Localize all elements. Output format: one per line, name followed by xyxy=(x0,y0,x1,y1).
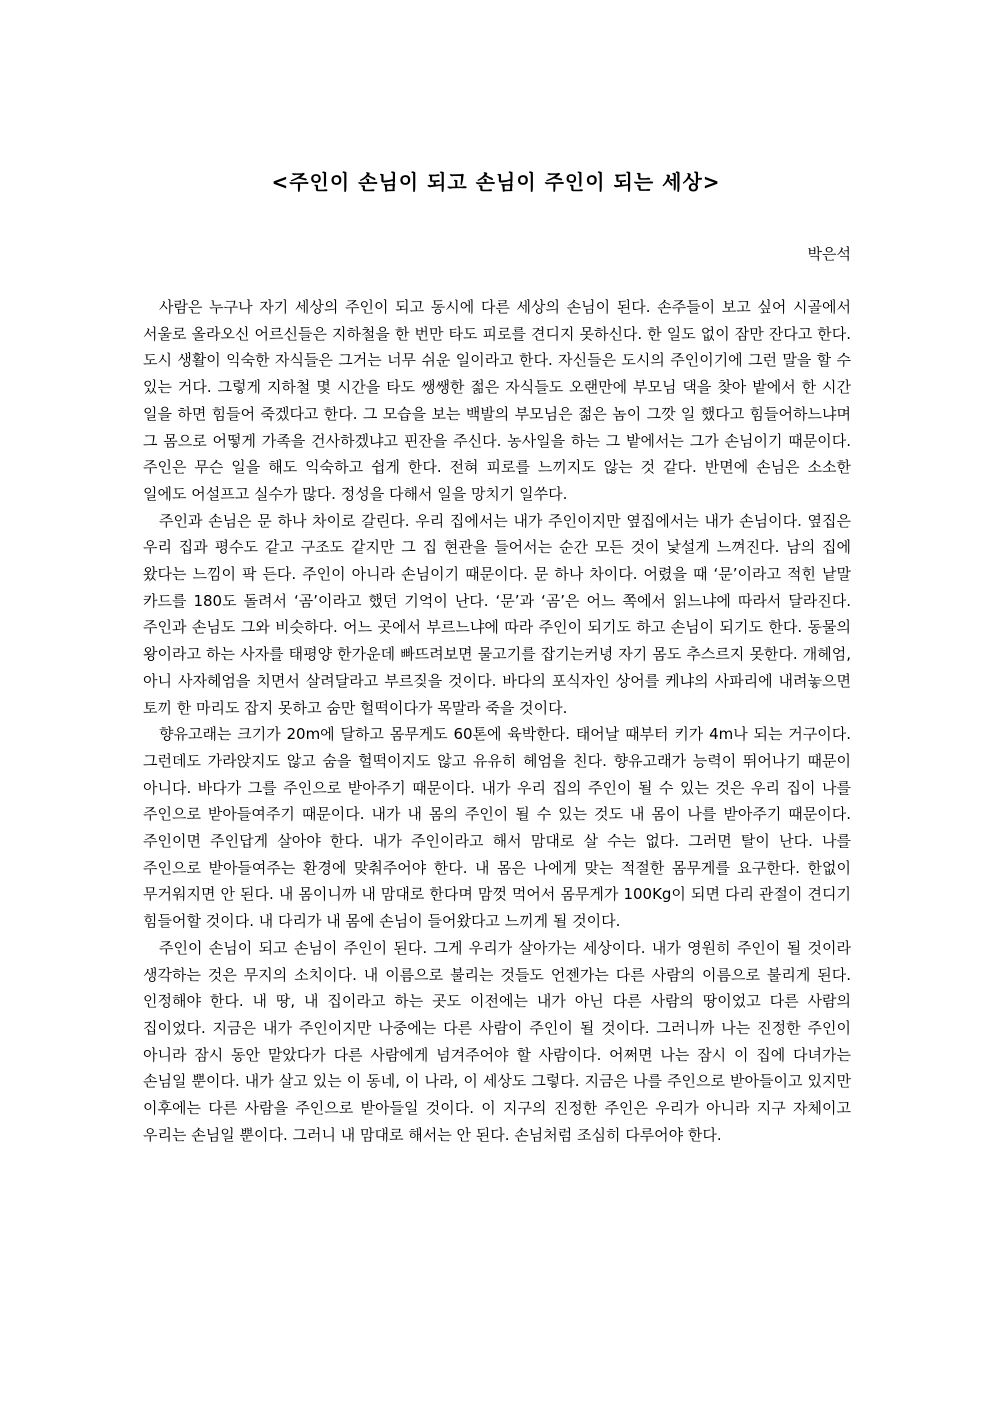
document-body xyxy=(143,294,851,1149)
paragraph: 주인이 손님이 되고 손님이 주인이 된다. 그게 우리가 살아가는 세상이다. 내가 영원히 주인이 될 것이라 생각하는 것은 무지의 소치이다. 내 이름으로 불리는 것들도 언젠가는 다른 사람의 이름으로 불리게 된다. 인정해야 한다. 내 땅, 내 집이라고 하는 곳도 이전에는 내가 아닌 다른 사람의 땅이었고 다른 사람의 집이었다. 지금은 내가 주인이지만 나중에는 다른 사람이 주인이 될 것이다. 그러니까 나는 진정한 주인이 아니라 잠시 동안 맡았다가 다른 사람에게 넘겨주어야 할 사람이다. 어쩌면 나는 잠시 이 집에 다녀가는 손님일 뿐이다. 내가 살고 있는 이 동네, 이 나라, 이 세상도 그렇다. 지금은 나를 주인으로 받아들이고 있지만 이후에는 다른 사람을 주인으로 받아들일 것이다. 이 지구의 진정한 주인은 우리가 아니라 지구 자체이고 우리는 손님일 뿐이다. 그러니 내 맘대로 해서는 안 된다. 손님처럼 조심히 다루어야 한다. xyxy=(143,938,851,1144)
author-name: 박은석 xyxy=(807,245,851,263)
paragraph: 주인과 손님은 문 하나 차이로 갈린다. 우리 집에서는 내가 주인이지만 옆집에서는 내가 손님이다. 옆집은 우리 집과 평수도 같고 구조도 같지만 그 집 현관을 들어서는 순간 모든 것이 낯설게 느껴진다. 남의 집에 왔다는 느낌이 팍 든다. 주인이 아니라 손님이기 때문이다. 문 하나 차이다. 어렸을 때 ‘문’이라고 적힌 낱말 카드를 180도 돌려서 ‘곰’이라고 했던 기억이 난다. ‘문’과 ‘곰’은 어느 쪽에서 읽느냐에 따라서 달라진다. 주인과 손님도 그와 비슷하다. 어느 곳에서 부르느냐에 따라 주인이 되기도 하고 손님이 되기도 한다. 동물의 왕이라고 하는 사자를 태평양 한가운데 빠뜨려보면 물고기를 잡기는커녕 자기 몸도 추스르지 못한다. 개헤엄, 아니 사자헤엄을 치면서 살려달라고 부르짖을 것이다. 바다의 포식자인 상어를 케냐의 사파리에 내려놓으면 토끼 한 마리도 잡지 못하고 숨만 헐떡이다가 목말라 죽을 것이다. xyxy=(143,511,851,717)
paragraph: 사람은 누구나 자기 세상의 주인이 되고 동시에 다른 세상의 손님이 된다. 손주들이 보고 싶어 시골에서 서울로 올라오신 어르신들은 지하철을 한 번만 타도 피로를 견디지 못하신다. 한 일도 없이 잠만 잔다고 한다. 도시 생활이 익숙한 자식들은 그거는 너무 쉬운 일이라고 한다. 자신들은 도시의 주인이기에 그런 말을 할 수 있는 거다. 그렇게 지하철 몇 시간을 타도 쌩쌩한 젊은 자식들도 오랜만에 부모님 댁을 찾아 밭에서 한 시간 일을 하면 힘들어 죽겠다고 한다. 그 모습을 보는 백발의 부모님은 젊은 놈이 그깟 일 했다고 힘들어하느냐며 그 몸으로 어떻게 가족을 건사하겠냐고 핀잔을 주신다. 농사일을 하는 그 밭에서는 그가 손님이기 때문이다. 주인은 무슨 일을 해도 익숙하고 쉽게 한다. 전혀 피로를 느끼지도 않는 것 같다. 반면에 손님은 소소한 일에도 어설프고 실수가 많다. 정성을 다해서 일을 망치기 일쑤다. xyxy=(143,298,851,503)
paragraph: 향유고래는 크기가 20m에 달하고 몸무게도 60톤에 육박한다. 태어날 때부터 키가 4m나 되는 거구이다. 그런데도 가라앉지도 않고 숨을 헐떡이지도 않고 유유히 헤엄을 친다. 향유고래가 능력이 뛰어나기 때문이 아니다. 바다가 그를 주인으로 받아주기 때문이다. 내가 우리 집의 주인이 될 수 있는 것은 우리 집이 나를 주인으로 받아들여주기 때문이다. 내가 내 몸의 주인이 될 수 있는 것도 내 몸이 나를 받아주기 때문이다. 주인이면 주인답게 살아야 한다. 내가 주인이라고 해서 맘대로 살 수는 없다. 그러면 탈이 난다. 나를 주인으로 받아들여주는 환경에 맞춰주어야 한다. 내 몸은 나에게 맞는 적절한 몸무게를 요구한다. 한없이 무거워지면 안 된다. 내 몸이니까 내 맘대로 한다며 맘껏 먹어서 몸무게가 100Kg이 되면 다리 관절이 견디기 힘들어할 것이다. 내 다리가 내 몸에 손님이 들어왔다고 느끼게 될 것이다. xyxy=(143,725,851,931)
document-title: <주인이 손님이 되고 손님이 주인이 되는 세상> xyxy=(271,170,721,194)
